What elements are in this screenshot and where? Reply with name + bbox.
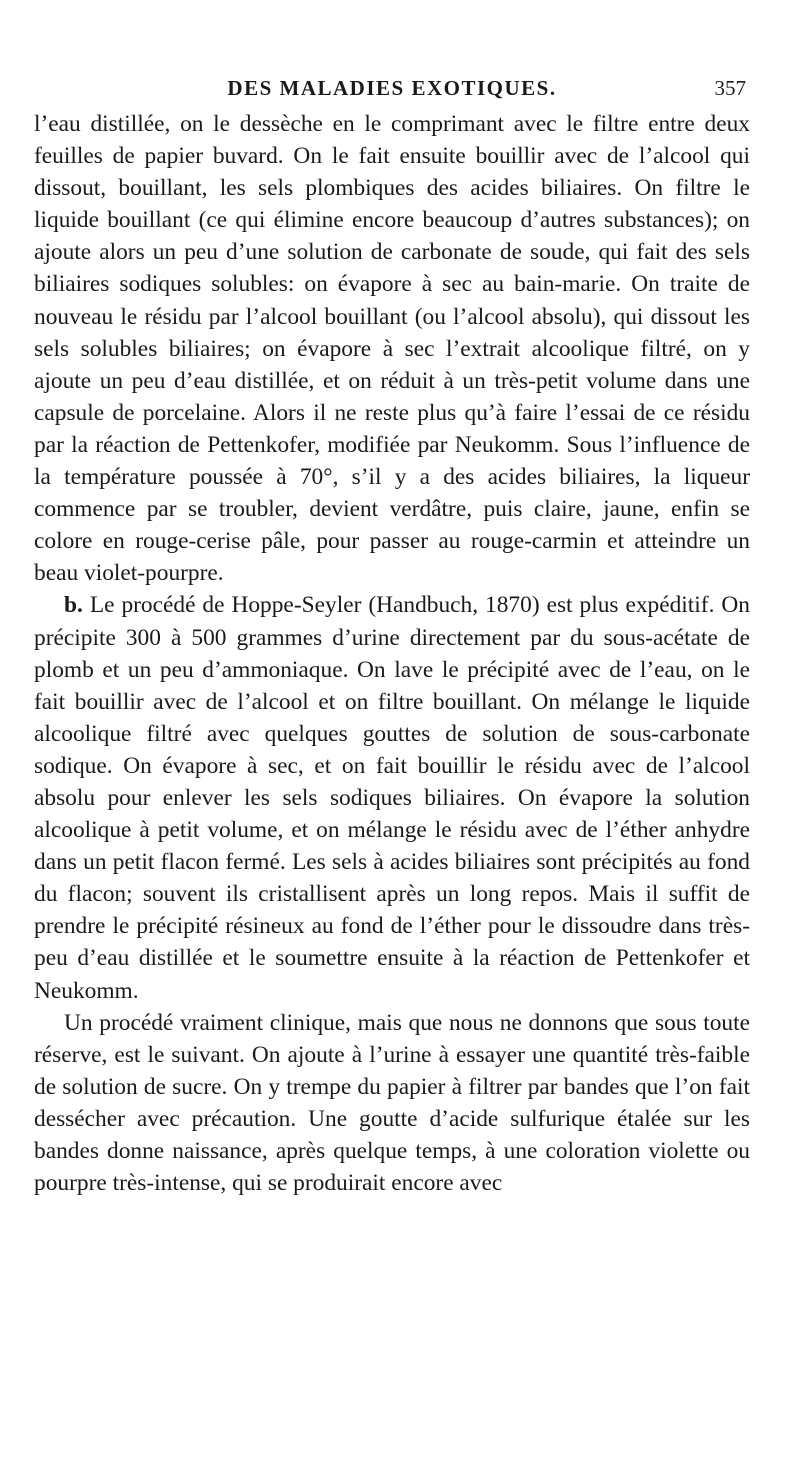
running-title: DES MALADIES EXOTIQUES.	[227, 76, 557, 100]
running-head	[34, 76, 750, 106]
paragraph-2-text: Le procédé de Hoppe-Seyler (Handbuch, 1870) est plus expéditif. On précipite 300 à 500 grammes d’urine directement par du sous-acétate de plomb et un peu d’ammoniaque. On lave le précipité avec de l’eau, on le fait bouillir avec de l’alcool et on filtre bouillant. On mélange le liquide alcoolique filtré avec quelques gouttes de solution de sous-carbonate sodique. On évapore à sec, et on fait bouillir le résidu avec de l’alcool absolu pour enlever les sels sodiques biliaires. On évapore la solution alcoolique à petit volume, et on mélange le résidu avec de l’éther anhydre dans un petit flacon fermé. Les sels à acides biliaires sont précipités au fond du flacon; souvent ils cristallisent après un long repos. Mais il suffit de prendre le précipité résineux au fond de l’éther pour le dissoudre dans très-peu d’eau distillée et le soumettre ensuite à la réaction de Pettenkofer et Neukomm.	[34, 592, 750, 1004]
body-text	[34, 108, 750, 1199]
paragraph-2-letter: b.	[64, 592, 83, 619]
page-number: 357	[714, 76, 746, 100]
paragraph-2	[34, 589, 750, 1006]
paragraph-1: l’eau distillée, on le dessèche en le comprimant avec le filtre entre deux feuilles de papier buvard. On le fait ensuite bouillir avec de l’alcool qui dissout, bouillant, les sels plombiques des acides biliaires. On filtre le liquide bouillant (ce qui élimine encore beaucoup d’autres substances); on ajoute alors un peu d’une solution de carbonate de soude, qui fait des sels biliaires sodiques solubles: on évapore à sec au bain-marie. On traite de nouveau le résidu par l’alcool bouillant (ou l’alcool absolu), qui dissout les sels solubles biliaires; on évapore à sec l’extrait alcoolique filtré, on y ajoute un peu d’eau distillée, et on réduit à un très-petit volume dans une capsule de porcelaine. Alors il ne reste plus qu’à faire l’essai de ce résidu par la réaction de Pettenkofer, modifiée par Neukomm. Sous l’influence de la température poussée à 70°, s’il y a des acides biliaires, la liqueur commence par se troubler, devient verdâtre, puis claire, jaune, enfin se colore en rouge-cerise pâle, pour passer au rouge-carmin et atteindre un beau violet-pourpre.	[34, 111, 750, 587]
paragraph-3: Un procédé vraiment clinique, mais que nous ne donnons que sous toute réserve, est le suivant. On ajoute à l’urine à essayer une quantité très-faible de solution de sucre. On y trempe du papier à filtrer par bandes que l’on fait dessécher avec précaution. Une goutte d’acide sulfurique étalée sur les bandes donne naissance, après quelque temps, à une coloration violette ou pourpre très-intense, qui se produirait encore avec	[34, 1009, 750, 1197]
